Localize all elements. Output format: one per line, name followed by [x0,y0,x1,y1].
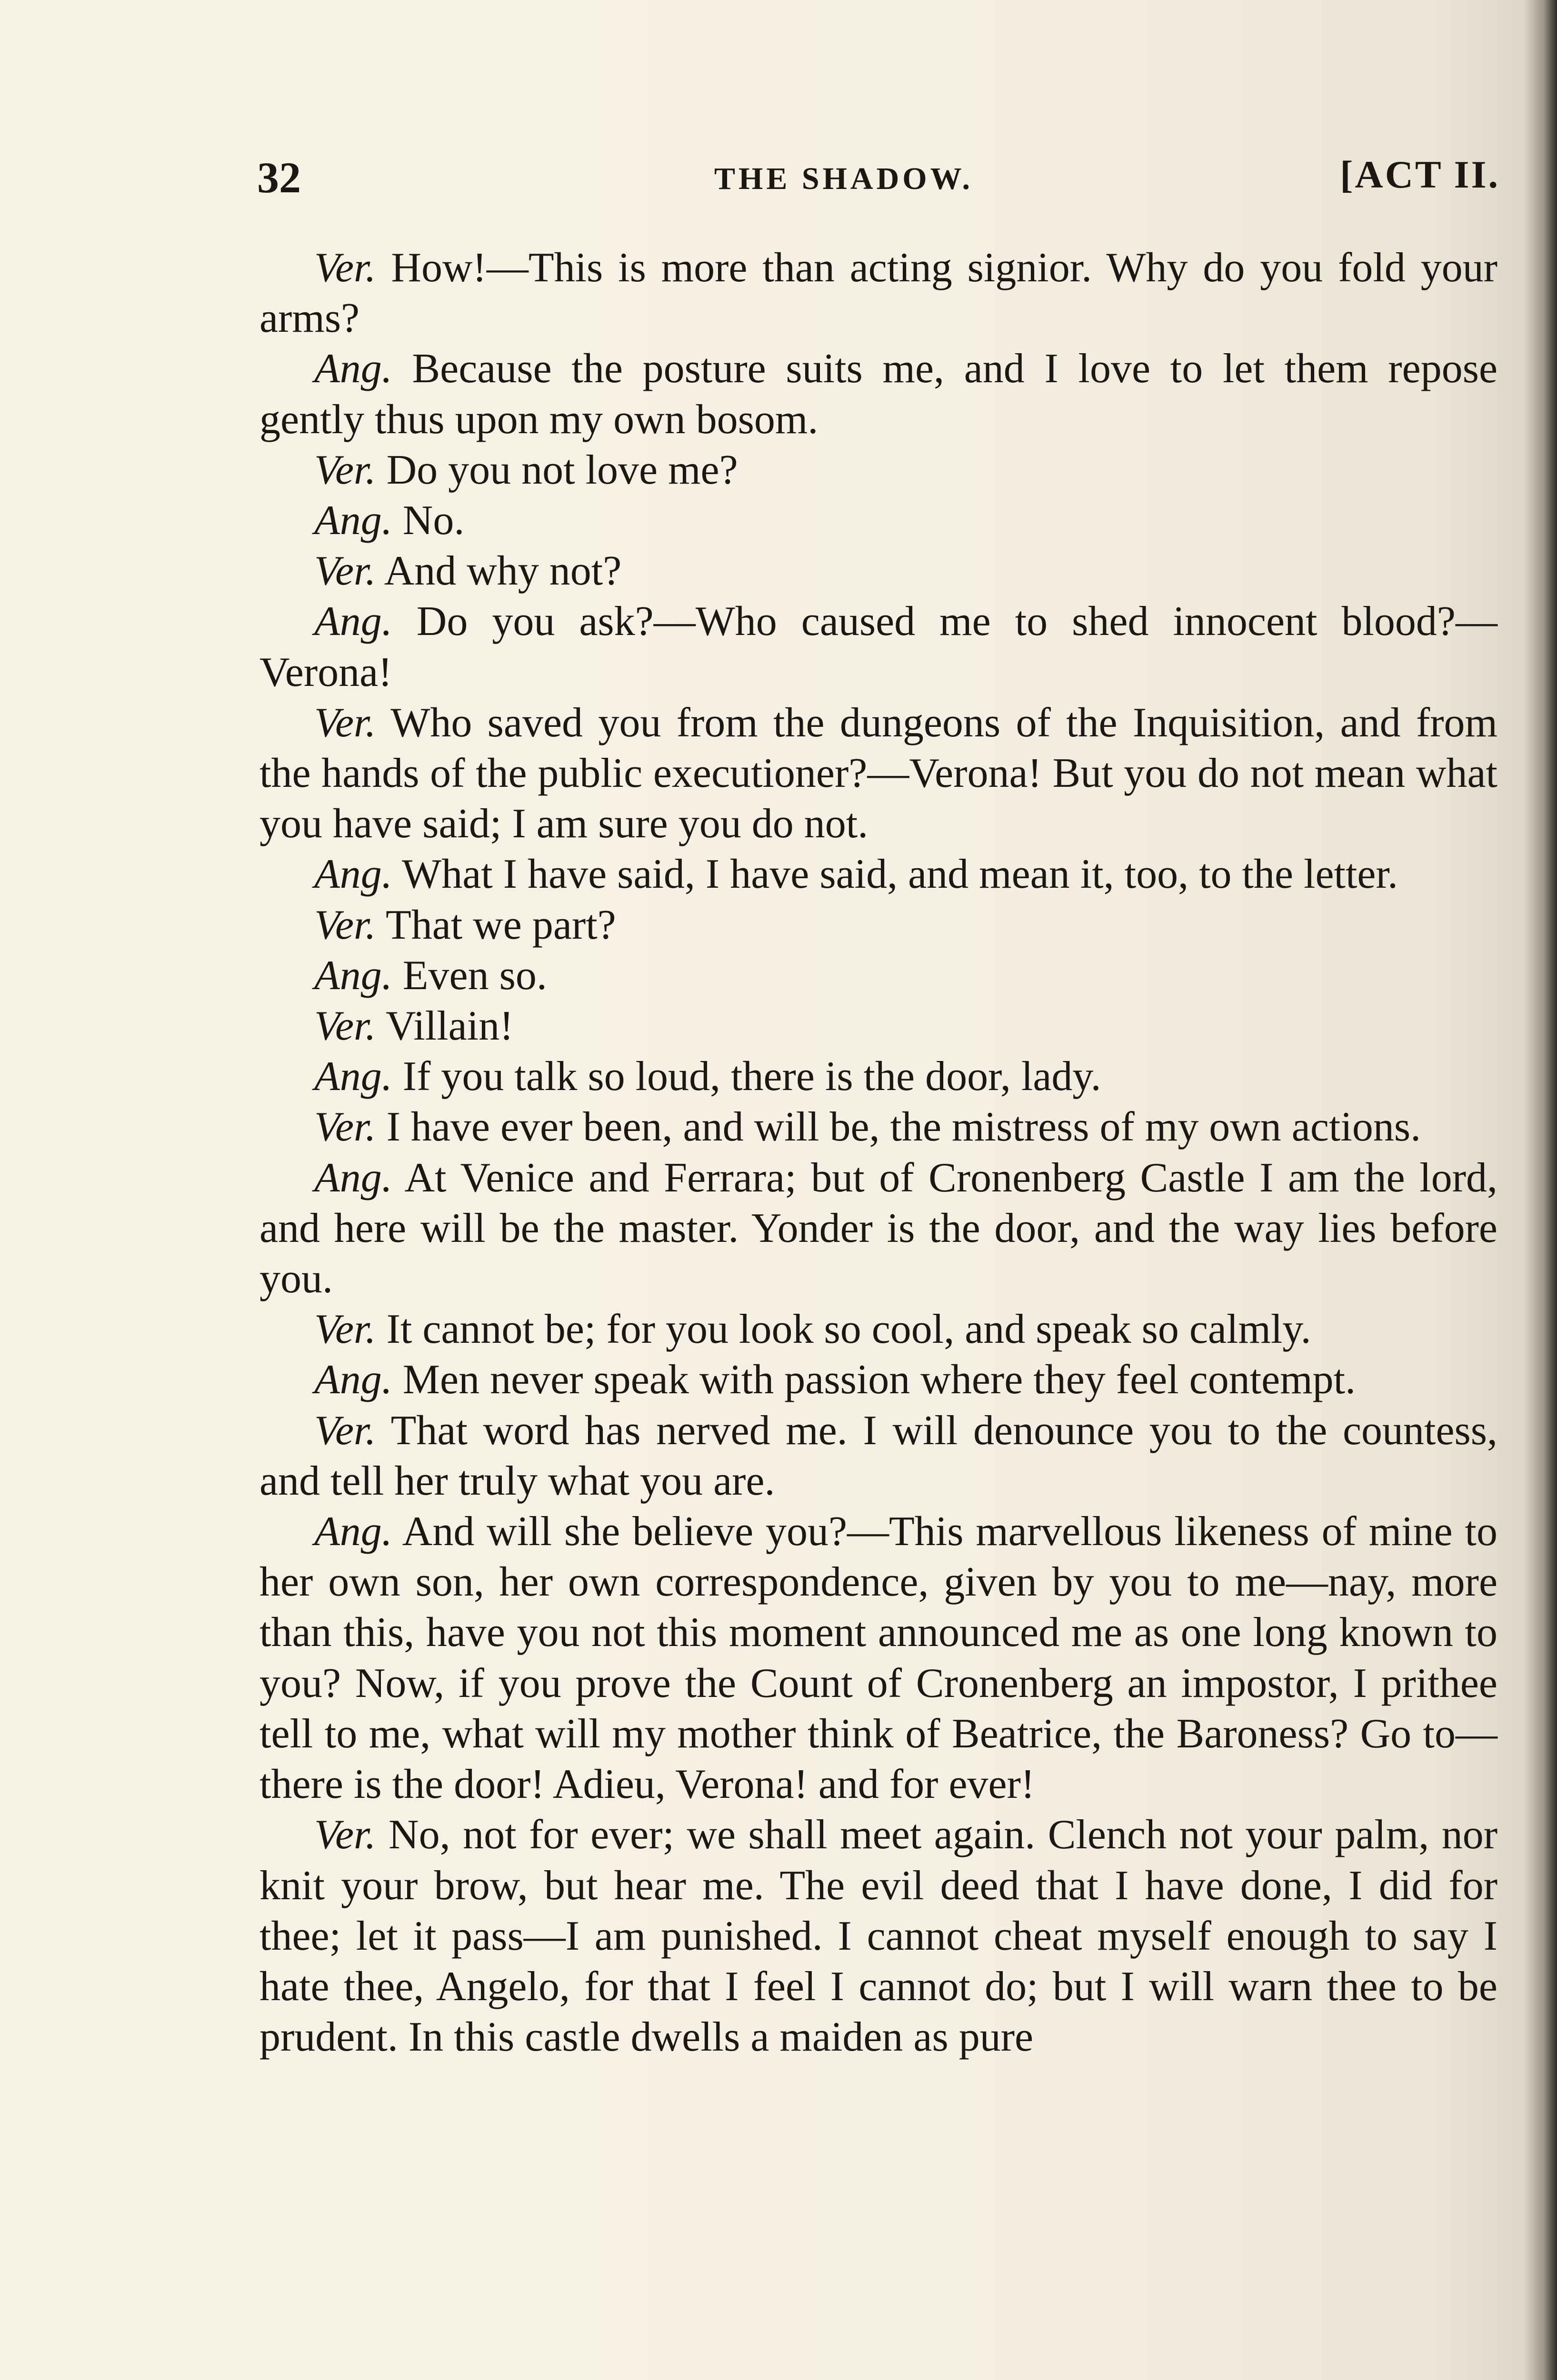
act-label: [ACT II. [1340,153,1500,196]
dialogue-paragraph [260,1406,1497,1507]
dialogue-paragraph [260,596,1497,697]
speaker-name: Ang. [314,1357,392,1403]
speaker-name: Ver. [314,1003,376,1050]
speech-text: And why not? [376,548,622,595]
speech-text: No, not for ever; we shall meet again. Clench not your palm, nor knit your brow, but hear me. The evil deed that I have done, I did for thee; let it pass—I am punished. I cannot cheat myself enough to say I hate thee, Angelo, for that I feel I cannot do; but I will warn thee to be prudent. In this castle dwells a maiden as pure [260,1812,1497,2061]
dialogue-paragraph [260,1001,1497,1051]
speech-text: And will she believe you?—This marvellous likeness of mine to her own son, her own correspondence, given by you to me—nay, more than this, have you not this moment announced me as one long known to you? Now, if you prove the Count of Cronenberg an impostor, I prithee tell to me, what will my mother think of Beatrice, the Baroness? Go to—there is the door! Adieu, Verona! and for ever! [260,1508,1497,1808]
speech-text: Do you not love me? [376,446,738,493]
dialogue-paragraph [260,546,1497,596]
speaker-name: Ang. [314,952,392,999]
speech-text: No. [392,497,465,544]
dialogue-paragraph [260,1355,1497,1405]
speaker-name: Ver. [314,1407,376,1454]
speaker-name: Ver. [314,548,376,595]
dialogue-paragraph [260,445,1497,496]
dialogue-paragraph [260,1810,1497,2063]
running-title: THE SHADOW. [714,161,974,196]
speaker-name: Ang. [314,851,392,898]
page-number: 32 [257,153,301,202]
running-header [257,152,1500,219]
speech-text: That word has nerved me. I will denounce you to the countess, and tell her truly what you are. [260,1407,1497,1504]
dialogue-paragraph [260,1304,1497,1355]
speech-text: How!—This is more than acting signior. Why do you fold your arms? [260,245,1497,342]
speech-text: Because the posture suits me, and I love to let them repose gently thus upon my own bosom. [260,346,1497,443]
dialogue-paragraph [260,1153,1497,1305]
dialogue-paragraph [260,951,1497,1001]
spine-shadow [1524,0,1557,2380]
dialogue-paragraph [260,1507,1497,1810]
speaker-name: Ang. [314,497,392,544]
speaker-name: Ang. [314,1154,392,1201]
speech-text: Do you ask?—Who caused me to shed innocent blood?—Verona! [260,598,1497,695]
speaker-name: Ang. [314,1053,392,1100]
dialogue-paragraph [260,698,1497,850]
speech-text: It cannot be; for you look so cool, and speak so calmly. [376,1306,1311,1353]
speaker-name: Ang. [314,598,392,645]
dialogue-paragraph [260,1102,1497,1152]
dialogue-paragraph [260,849,1497,900]
speech-text: I have ever been, and will be, the mistress of my own actions. [376,1104,1421,1150]
dialogue-paragraph [260,496,1497,546]
speaker-name: Ver. [314,245,376,291]
speech-text: If you talk so loud, there is the door, lady. [392,1053,1101,1100]
speaker-name: Ver. [314,1812,376,1858]
speech-text: That we part? [376,902,616,948]
speaker-name: Ang. [314,346,392,392]
speech-text: Men never speak with passion where they feel contempt. [392,1357,1356,1403]
speech-text: At Venice and Ferrara; but of Cronenberg Castle I am the lord, and here will be the master. Yonder is the door, and the way lies before you. [260,1154,1497,1302]
speech-text: Villain! [376,1003,514,1050]
dialogue-body [260,243,1497,2063]
dialogue-paragraph [260,344,1497,445]
speaker-name: Ver. [314,902,376,948]
dialogue-paragraph [260,243,1497,344]
dialogue-paragraph [260,1051,1497,1102]
speaker-name: Ver. [314,1104,376,1150]
speech-text: Even so. [392,952,547,999]
dialogue-paragraph [260,900,1497,951]
speaker-name: Ver. [314,446,376,493]
speech-text: Who saved you from the dungeons of the Inquisition, and from the hands of the public executioner?—Verona! But you do not mean what you have said; I am sure you do not. [260,699,1497,847]
speech-text: What I have said, I have said, and mean it, too, to the letter. [392,851,1398,898]
speaker-name: Ver. [314,699,376,746]
speaker-name: Ang. [314,1508,392,1555]
speaker-name: Ver. [314,1306,376,1353]
